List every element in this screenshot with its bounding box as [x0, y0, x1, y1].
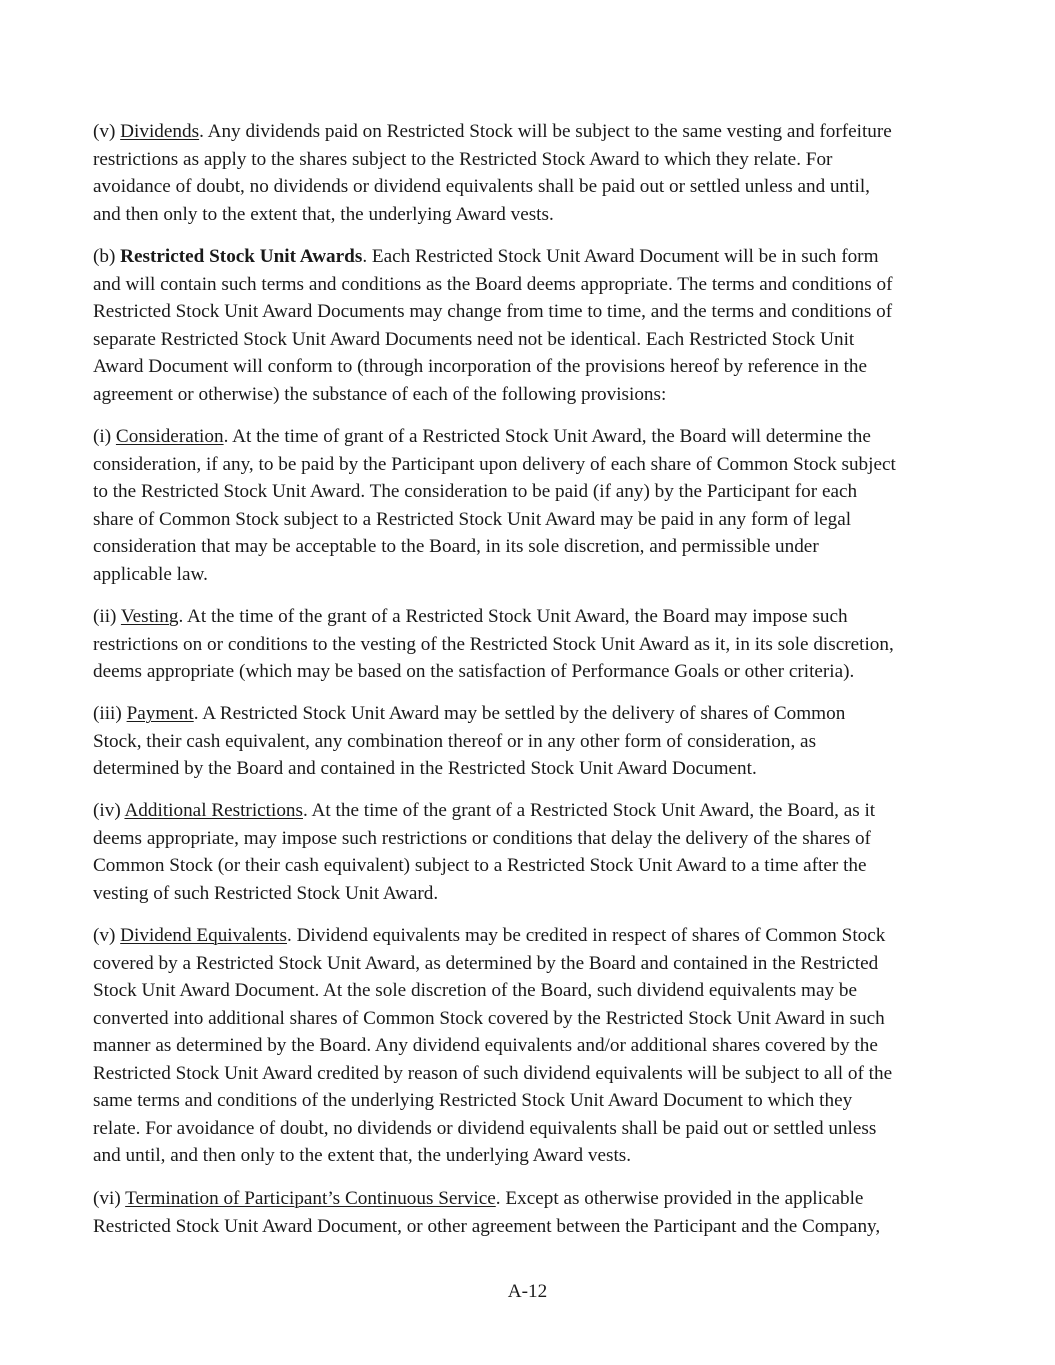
paragraph-additional-restrictions — [93, 797, 973, 907]
text-line: agreement or otherwise) the substance of each of the following provisions: — [93, 383, 667, 405]
text-line — [93, 118, 973, 146]
text-line: consideration, if any, to be paid by the Participant upon delivery of each share of Common Stock subject — [93, 453, 896, 475]
text-line — [93, 603, 973, 631]
text-line — [93, 700, 973, 728]
section-heading: Termination of Participant’s Continuous Service — [125, 1188, 496, 1209]
section-heading: Vesting — [120, 606, 179, 627]
line-text: . Any dividends paid on Restricted Stock will be subject to the same vesting and forfeiture — [199, 121, 892, 142]
text-line: and then only to the extent that, the underlying Award vests. — [93, 203, 554, 225]
text-line — [93, 423, 973, 451]
text-line: Stock Unit Award Document. At the sole discretion of the Board, such dividend equivalents may be — [93, 980, 857, 1001]
text-line: manner as determined by the Board. Any dividend equivalents and/or additional shares covered by the — [93, 1035, 878, 1056]
text-line: and will contain such terms and conditions as the Board deems appropriate. The terms and conditions of — [93, 273, 893, 295]
text-line: avoidance of doubt, no dividends or dividend equivalents shall be paid out or settled unless and until, — [93, 176, 870, 197]
paragraph-consideration — [93, 423, 973, 588]
paragraph-vesting — [93, 603, 973, 686]
text-line: determined by the Board and contained in the Restricted Stock Unit Award Document. — [93, 758, 757, 779]
text-line — [93, 922, 973, 950]
line-text: . A Restricted Stock Unit Award may be settled by the delivery of shares of Common — [193, 703, 846, 724]
line-text: . At the time of the grant of a Restricted Stock Unit Award, the Board may impose such — [178, 606, 848, 627]
line-text: . Each Restricted Stock Unit Award Document will be in such form — [362, 246, 879, 267]
section-heading: Restricted Stock Unit Awards — [120, 246, 363, 267]
text-line: deems appropriate (which may be based on the satisfaction of Performance Goals or other criteria). — [93, 661, 855, 682]
section-heading: Dividends — [120, 121, 200, 142]
paragraph-rsu-awards — [93, 243, 973, 408]
section-label: (iv) — [93, 800, 125, 821]
section-heading: Payment — [126, 703, 194, 724]
text-line: converted into additional shares of Common Stock covered by the Restricted Stock Unit Award in such — [93, 1007, 885, 1029]
section-heading: Dividend Equivalents — [120, 925, 287, 946]
paragraph-dividends — [93, 118, 973, 228]
section-label: (vi) — [93, 1188, 126, 1209]
text-line: covered by a Restricted Stock Unit Award, as determined by the Board and contained in the Restricted — [93, 952, 879, 974]
line-text: . At the time of the grant of a Restricted Stock Unit Award, the Board, as it — [303, 800, 876, 821]
text-line: Restricted Stock Unit Award Documents may change from time to time, and the terms and conditions of — [93, 301, 893, 322]
section-label: (v) — [93, 925, 121, 946]
text-line — [93, 1185, 973, 1213]
section-heading: Additional Restrictions — [124, 800, 303, 821]
section-label: (iii) — [93, 703, 127, 724]
text-line: Restricted Stock Unit Award Document, or other agreement between the Participant and the Company, — [93, 1215, 881, 1237]
text-line: Stock, their cash equivalent, any combination thereof or in any other form of consideration, as — [93, 730, 817, 752]
text-line: Award Document will conform to (through incorporation of the provisions hereof by reference in the — [93, 356, 868, 377]
text-line: restrictions as apply to the shares subject to the Restricted Stock Award to which they relate. For — [93, 148, 833, 170]
text-line: separate Restricted Stock Unit Award Documents need not be identical. Each Restricted Stock Unit — [93, 328, 855, 350]
section-label: (ii) — [93, 606, 121, 627]
section-label: (i) — [93, 426, 116, 447]
paragraph-termination — [93, 1185, 973, 1240]
line-text: . Except as otherwise provided in the applicable — [495, 1188, 864, 1209]
text-line: Common Stock (or their cash equivalent) subject to a Restricted Stock Unit Award to a time after the — [93, 855, 867, 876]
text-line: to the Restricted Stock Unit Award. The consideration to be paid (if any) by the Participant for each — [93, 481, 858, 502]
section-heading: Consideration — [115, 426, 224, 447]
paragraph-dividend-equivalents — [93, 922, 973, 1170]
text-line — [93, 797, 973, 825]
section-label: (b) — [93, 246, 121, 267]
text-line: applicable law. — [93, 563, 208, 585]
page-number: A-12 — [507, 1281, 548, 1302]
section-label: (v) — [93, 121, 121, 142]
line-text: . Dividend equivalents may be credited in respect of shares of Common Stock — [286, 925, 886, 946]
text-line: deems appropriate, may impose such restrictions or conditions that delay the delivery of the shares of — [93, 827, 871, 849]
text-line: share of Common Stock subject to a Restricted Stock Unit Award may be paid in any form of legal — [93, 508, 852, 530]
paragraph-payment — [93, 700, 973, 783]
text-line: consideration that may be acceptable to the Board, in its sole discretion, and permissible under — [93, 536, 819, 557]
text-line: relate. For avoidance of doubt, no dividends or dividend equivalents shall be paid out or settled unless — [93, 1117, 877, 1139]
text-line: Restricted Stock Unit Award credited by reason of such dividend equivalents will be subject to all of the — [93, 1062, 893, 1084]
text-line: and until, and then only to the extent that, the underlying Award vests. — [93, 1145, 632, 1166]
line-text: . At the time of grant of a Restricted Stock Unit Award, the Board will determine the — [223, 426, 871, 447]
text-line — [93, 243, 973, 271]
text-line: restrictions on or conditions to the vesting of the Restricted Stock Unit Award as it, in its sole discretion, — [93, 633, 894, 655]
text-line: vesting of such Restricted Stock Unit Award. — [93, 882, 439, 904]
text-line: same terms and conditions of the underlying Restricted Stock Unit Award Document to which they — [93, 1090, 853, 1111]
